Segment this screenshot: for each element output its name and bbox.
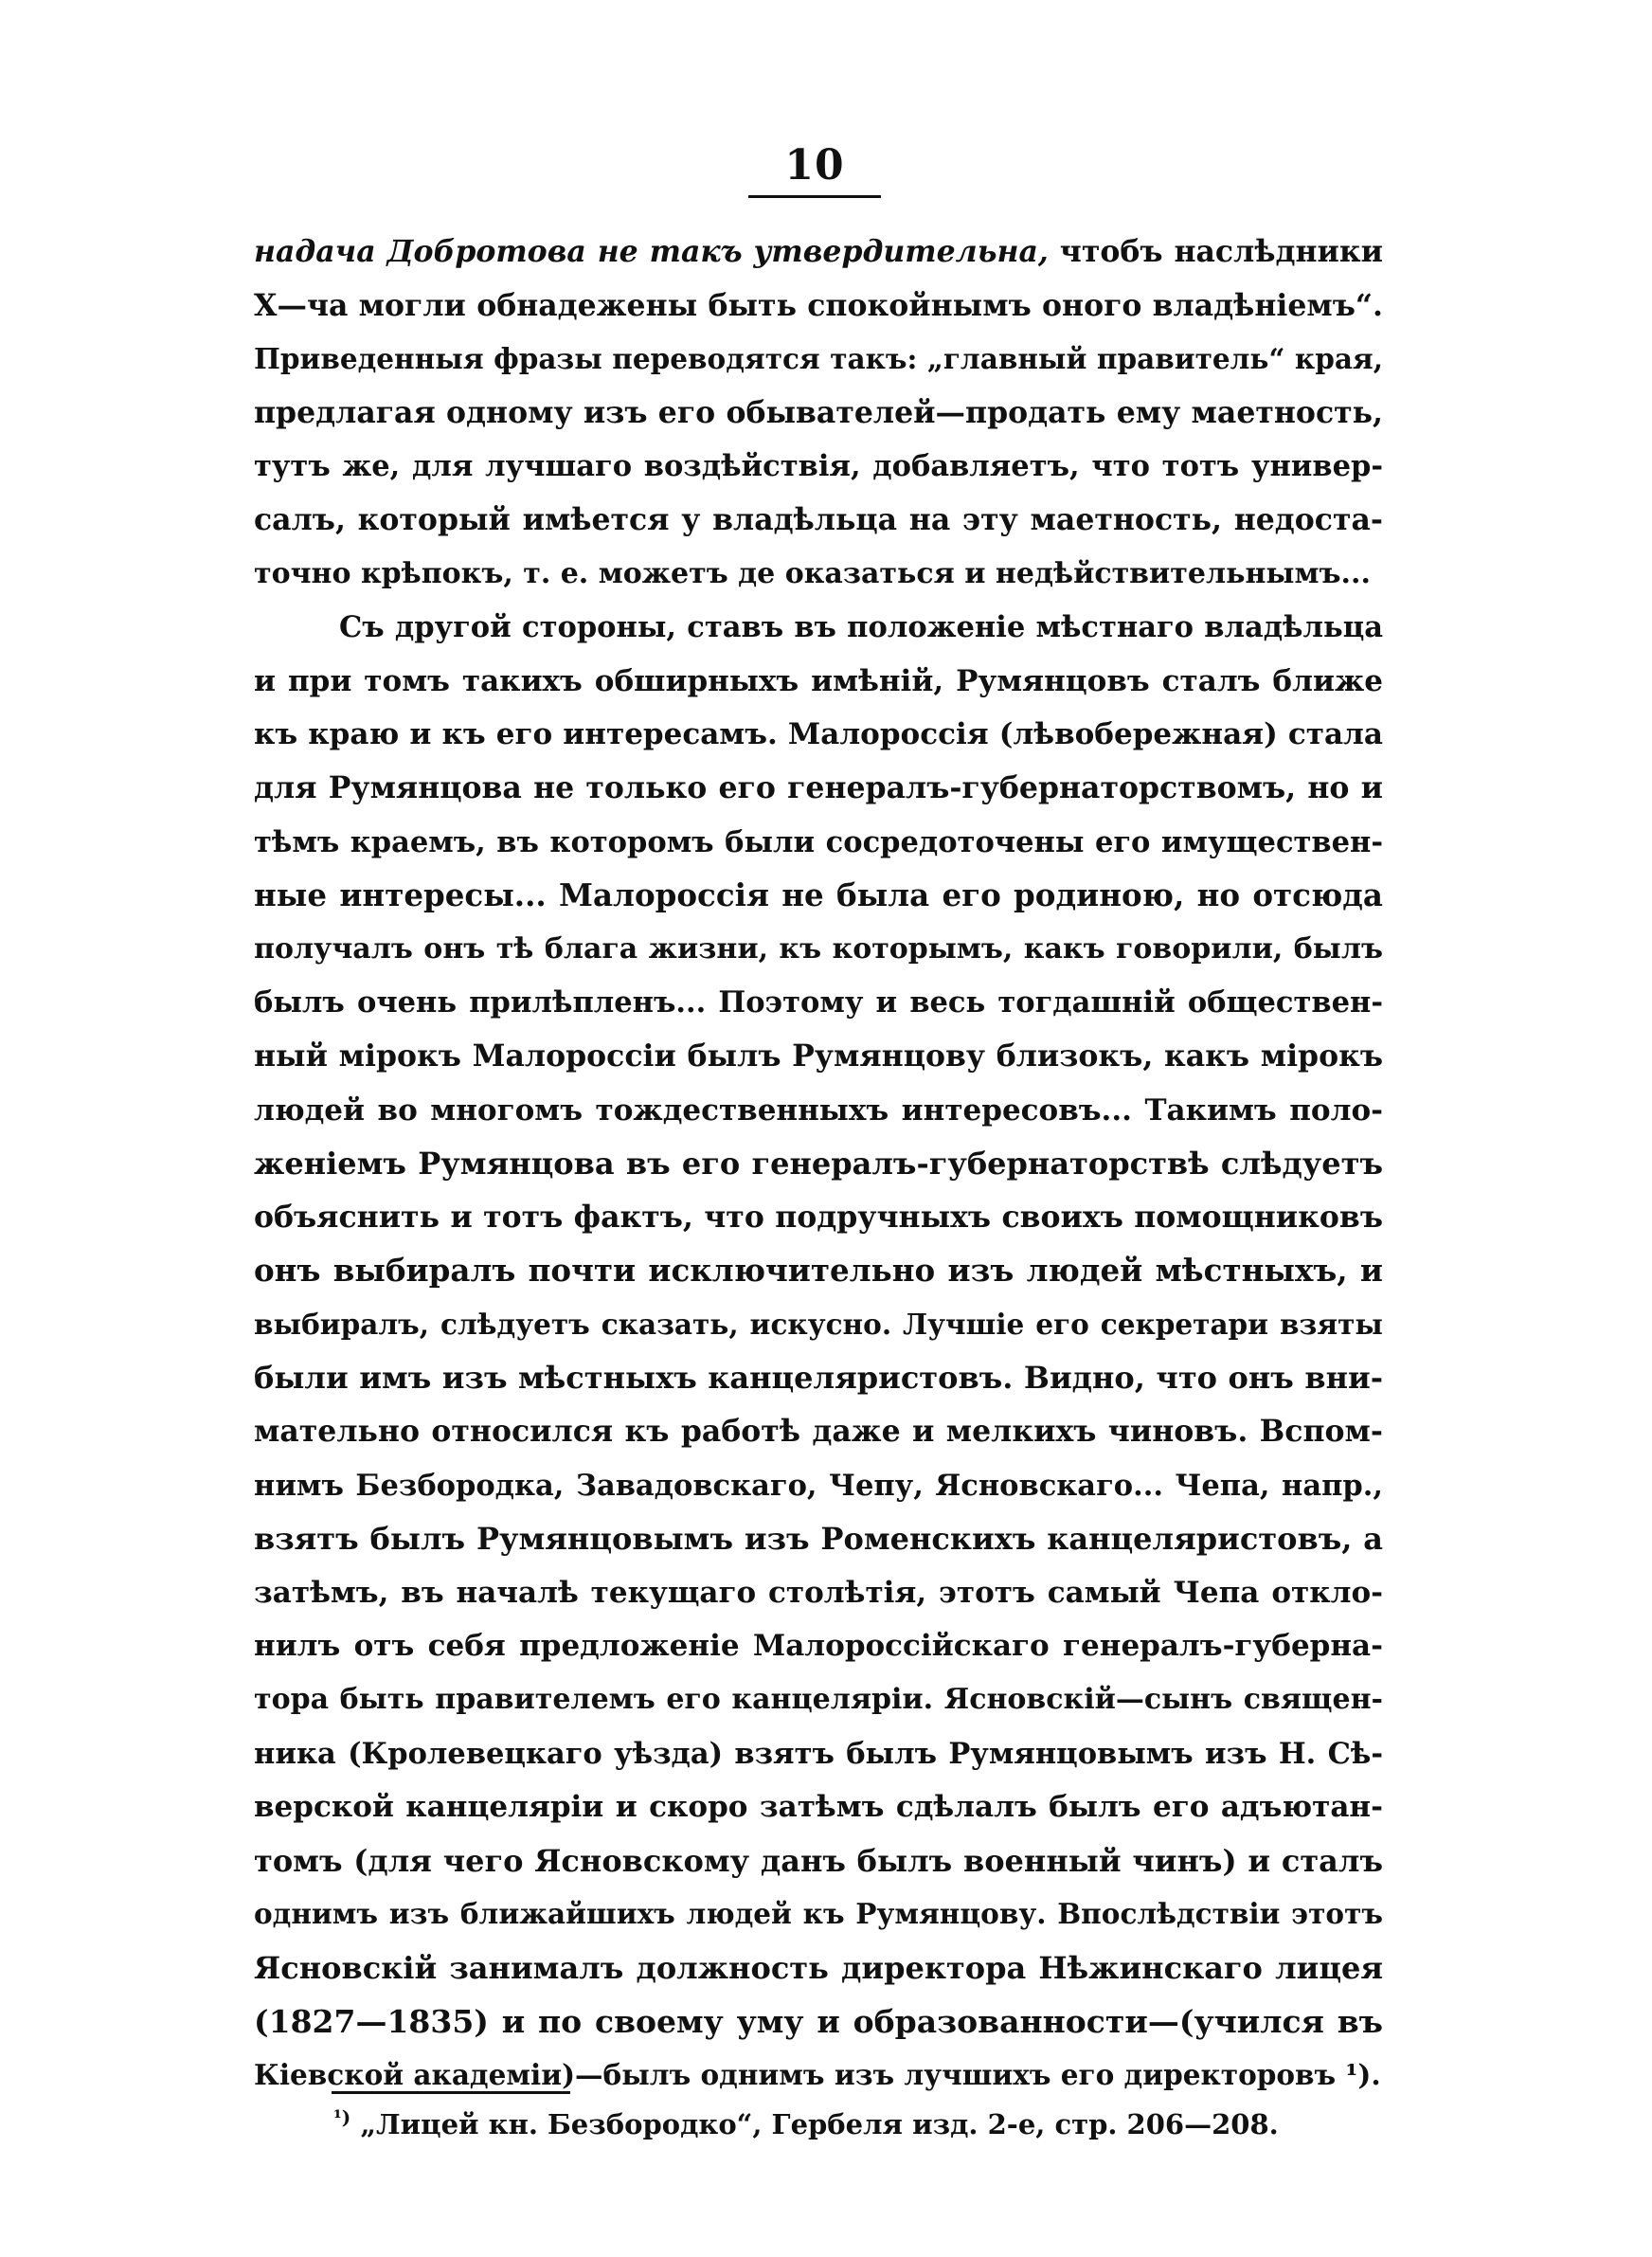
text-line: выбиралъ, слѣдуетъ сказать, искусно. Лучшіе его секретари взяты — [254, 1307, 1383, 1341]
text-run: чтобъ наслѣдники — [1048, 234, 1383, 269]
italic-phrase: надача Добротова не такъ утвердительна, — [254, 234, 1049, 269]
footnote-text: „Лицей кн. Безбородко“, Гербеля изд. 2-е, стр. 206—208. — [360, 2108, 1279, 2140]
text-line: точно крѣпокъ, т. е. можетъ де оказаться и недѣйствительнымъ... — [254, 556, 1371, 590]
text-line: нилъ отъ себя предложеніе Малороссійскаго генералъ-губерна- — [254, 1629, 1383, 1664]
text-line: мательно относился къ работѣ даже и мелкихъ чиновъ. Вспом- — [254, 1414, 1383, 1450]
text-line: къ краю и къ его интересамъ. Малороссія (лѣвобережная) стала — [254, 717, 1383, 752]
text-line: тѣмъ краемъ, въ которомъ были сосредоточены его имуществен- — [254, 824, 1383, 859]
text-line: тора быть правителемъ его канцеляріи. Ясновскій—сынъ священ- — [254, 1683, 1383, 1717]
body-text — [254, 226, 1383, 2103]
text-line: предлагая одному изъ его обывателей—продать ему маетность, — [254, 394, 1383, 430]
footnote — [333, 2105, 1279, 2143]
text-line: Приведенныя фразы переводятся такъ: „главный правитель“ края, — [254, 342, 1383, 376]
text-line: Кіевской академіи)—былъ однимъ изъ лучшихъ его директоровъ ¹). — [254, 2058, 1381, 2092]
text-line: (1827—1835) и по своему уму и образованности—(учился въ — [254, 2002, 1383, 2040]
text-line: нимъ Безбородка, Завадовскаго, Чепу, Ясновскаго... Чепа, напр., — [254, 1468, 1383, 1503]
text-line: верской канцеляріи и скоро затѣмъ сдѣлалъ былъ его адъютан- — [254, 1790, 1383, 1825]
text-line: получалъ онъ тѣ блага жизни, къ которымъ, какъ говорили, былъ — [254, 931, 1383, 966]
text-line: объяснить и тотъ фактъ, что подручныхъ своихъ помощниковъ — [254, 1199, 1383, 1235]
footnote-rule — [332, 2091, 570, 2094]
text-line: людей во многомъ тождественныхъ интересовъ... Такимъ поло- — [254, 1092, 1383, 1128]
text-line: онъ выбиралъ почти исключительно изъ людей мѣстныхъ, и — [254, 1252, 1383, 1290]
text-line: затѣмъ, въ началѣ текущаго столѣтія, этотъ самый Чепа откло- — [254, 1575, 1383, 1610]
text-line: Съ другой стороны, ставъ въ положеніе мѣстнаго владѣльца — [339, 610, 1383, 645]
text-line: Х—ча могли обнадежены быть спокойнымъ оного владѣніемъ“. — [254, 287, 1383, 323]
text-line: ника (Кролевецкаго уѣзда) взятъ былъ Румянцовымъ изъ Н. Сѣ- — [254, 1736, 1383, 1771]
text-line: и при томъ такихъ обширныхъ имѣній, Румянцовъ сталъ ближе — [254, 663, 1383, 698]
text-line: тутъ же, для лучшаго воздѣйствія, добавляетъ, что тотъ универ- — [254, 449, 1383, 484]
footnote-mark: ¹) — [333, 2105, 351, 2129]
text-line: томъ (для чего Ясновскому данъ былъ военный чинъ) и сталъ — [254, 1842, 1383, 1879]
text-line — [254, 226, 1383, 280]
text-line: однимъ изъ ближайшихъ людей къ Румянцову. Впослѣдствіи этотъ — [254, 1897, 1383, 1931]
text-line: для Румянцова не только его генералъ-губернаторствомъ, но и — [254, 769, 1383, 805]
header-rule — [748, 195, 881, 198]
text-line: были имъ изъ мѣстныхъ канцеляристовъ. Видно, что онъ вни- — [254, 1360, 1383, 1397]
text-line: взятъ былъ Румянцовымъ изъ Роменскихъ канцеляристовъ, а — [254, 1521, 1383, 1558]
text-line: женіемъ Румянцова въ его генералъ-губернаторствѣ слѣдуетъ — [254, 1146, 1383, 1183]
text-line: былъ очень прилѣпленъ... Поэтому и весь тогдашній обществен- — [254, 985, 1383, 1020]
text-line: Ясновскій занималъ должность директора Нѣжинскаго лицея — [254, 1950, 1383, 1986]
page-number: 10 — [784, 141, 845, 190]
text-line: ные интересы... Малороссія не была его родиною, но отсюда — [254, 876, 1383, 914]
text-line: салъ, который имѣется у владѣльца на эту маетность, недоста- — [254, 501, 1383, 537]
text-line: ный мірокъ Малороссіи былъ Румянцову близокъ, какъ мірокъ — [254, 1038, 1383, 1074]
